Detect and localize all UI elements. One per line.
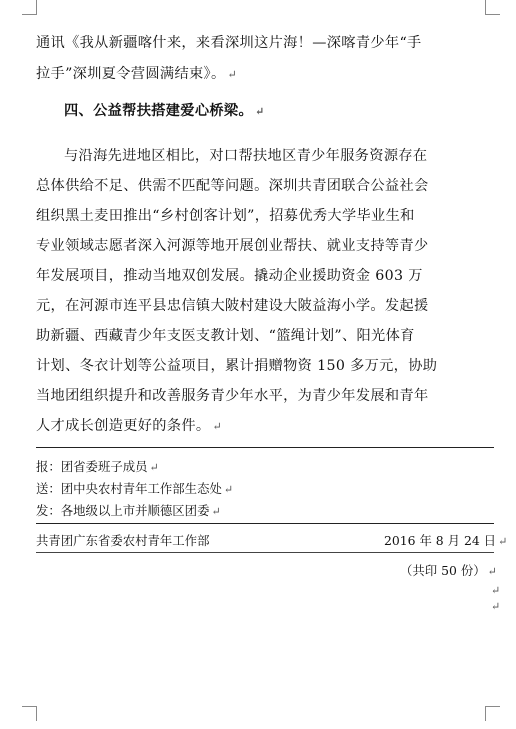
body-text: 拉手”深圳夏令营圆满结束》。 bbox=[36, 66, 226, 82]
paragraph-mark-icon: ↵ bbox=[227, 68, 238, 81]
section-body-line: 计划、冬衣计划等公益项目，累计捐赠物资 150 多万元，协助 bbox=[36, 358, 438, 374]
body-text: 人才成长创造更好的条件。 bbox=[36, 418, 211, 434]
section-body-line: 年发展项目，推动当地双创发展。撬动企业援助资金 603 万 bbox=[36, 268, 423, 284]
page-corner-top-right bbox=[485, 0, 500, 15]
page-corner-top-left bbox=[22, 0, 37, 15]
section-body-line: 总体供给不足、供需不匹配等问题。深圳共青团联合公益社会 bbox=[36, 178, 429, 194]
issue-to-text: 发：各地级以上市并顺德区团委 bbox=[36, 503, 210, 518]
paragraph-mark-icon: ↵ bbox=[223, 483, 234, 496]
paragraph-mark-icon: ↵ bbox=[149, 461, 159, 474]
report-to-line bbox=[36, 457, 159, 475]
paragraph-mark-icon: ↵ bbox=[491, 600, 501, 613]
issuer-top-rule bbox=[36, 523, 494, 524]
issuer-bottom-rule bbox=[36, 552, 494, 553]
section-body-line: 助新疆、西藏青少年支医支教计划、“篮绳计划”、阳光体育 bbox=[36, 328, 415, 344]
section-body-line: 专业领域志愿者深入河源等地开展创业帮扶、就业支持等青少 bbox=[36, 238, 429, 254]
paragraph-mark-icon: ↵ bbox=[212, 420, 223, 433]
print-copies-text: （共印 50 份） bbox=[400, 563, 486, 578]
paragraph-mark-icon: ↵ bbox=[491, 584, 501, 597]
issue-date-text: 2016 年 8 月 24 日 bbox=[384, 533, 497, 548]
paragraph-mark-icon: ↵ bbox=[211, 505, 221, 518]
paragraph-mark-icon: ↵ bbox=[487, 565, 497, 578]
paragraph-mark-icon: ↵ bbox=[255, 105, 265, 118]
distribution-top-rule bbox=[36, 447, 494, 448]
section-body-line: 组织黑土麦田推出“乡村创客计划”，招募优秀大学毕业生和 bbox=[36, 208, 415, 224]
issue-date bbox=[384, 531, 507, 549]
body-line: 通讯《我从新疆喀什来，来看深圳这片海！—深喀青少年“手 bbox=[36, 35, 422, 51]
send-to-line bbox=[36, 479, 233, 497]
section-body-line: 元，在河源市连平县忠信镇大陂村建设大陂益海小学。发起援 bbox=[36, 298, 429, 314]
issue-to-line bbox=[36, 501, 221, 519]
page-corner-bottom-left bbox=[22, 706, 37, 721]
issuer-name: 共青团广东省委农村青年工作部 bbox=[36, 533, 210, 548]
paragraph-mark-icon: ↵ bbox=[498, 535, 508, 548]
send-to-text: 送：团中央农村青年工作部生态处 bbox=[36, 481, 222, 496]
body-line bbox=[36, 63, 237, 83]
print-copies bbox=[400, 561, 497, 579]
section-body-line bbox=[36, 415, 222, 435]
section-heading bbox=[64, 100, 265, 120]
section-body-line: 当地团组织提升和改善服务青少年水平，为青少年发展和青年 bbox=[36, 388, 429, 404]
page-corner-bottom-right bbox=[485, 706, 500, 721]
section-body-line: 与沿海先进地区相比，对口帮扶地区青少年服务资源存在 bbox=[64, 148, 428, 164]
section-heading-text: 四、公益帮扶搭建爱心桥梁。 bbox=[64, 103, 253, 119]
report-to-text: 报：团省委班子成员 bbox=[36, 459, 148, 474]
